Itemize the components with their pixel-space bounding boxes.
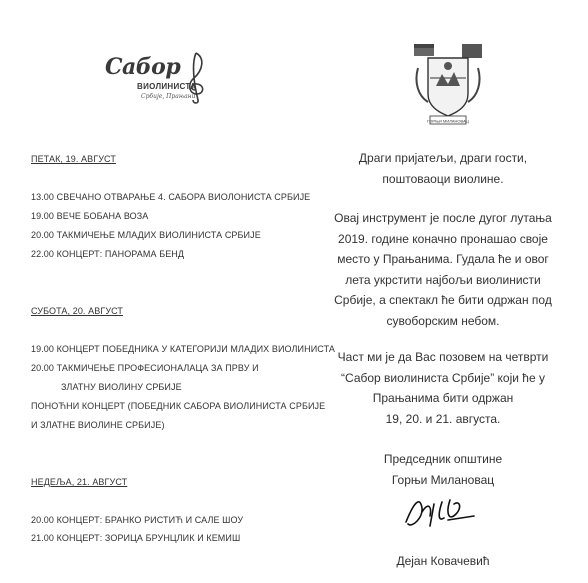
letter-line: Част ми је да Вас позовем на четврти	[337, 350, 549, 364]
signatory-name: Дејан Ковачевић	[396, 554, 490, 568]
letter-line: Горњи Милановац	[391, 472, 495, 487]
schedule-item: 20.00 ТАКМИЧЕЊЕ МЛАДИХ ВИОЛИНИСТА СРБИЈЕ	[31, 230, 261, 240]
letter-line: 2019. године коначно пронашао своје	[338, 231, 548, 246]
letter-paragraph	[318, 347, 568, 429]
schedule-item: 19.00 КОНЦЕРТ ПОБЕДНИКА У КАТЕГОРИЈИ МЛАДИХ ВИОЛИНИСТА	[31, 344, 335, 354]
letter-line: поштоваоци виолине.	[382, 171, 504, 186]
letter-line: 19, 20. и 21. августа.	[385, 411, 501, 426]
coat-of-arms-icon	[408, 38, 488, 130]
schedule-item: 21.00 КОНЦЕРТ: ЗОРИЦА БРУНЦЛИК И КЕМИШ	[31, 533, 241, 543]
logo-place: Србије, Прањани	[141, 93, 196, 100]
schedule-item: 22.00 КОНЦЕРТ: ПАНОРАМА БЕНД	[31, 249, 185, 259]
letter-paragraph	[318, 208, 568, 331]
crest-banner-text: ГОРЊИ МИЛАНОВАЦ	[427, 118, 469, 124]
schedule-item: 20.00 КОНЦЕРТ: БРАНКО РИСТИЋ И САЛЕ ШОУ	[31, 515, 244, 525]
schedule-item: 13.00 СВЕЧАНО ОТВАРАЊЕ 4. САБОРА ВИОЛОНИСТА СРБИЈЕ	[31, 192, 311, 202]
letter-greeting	[318, 148, 568, 189]
schedule-item: ПОНОЋНИ КОНЦЕРТ (ПОБЕДНИК САБОРА ВИОЛИНИСТА СРБИЈЕ	[31, 401, 326, 411]
day-heading: НЕДЕЉА, 21. АВГУСТ	[31, 477, 128, 487]
schedule-item: И ЗЛАТНЕ ВИОЛИНЕ СРБИЈЕ)	[31, 420, 165, 430]
schedule-item: ЗЛАТНУ ВИОЛИНУ СРБИЈЕ	[61, 382, 182, 392]
logo-script: Сабор	[105, 54, 181, 80]
letter-line: Драги пријатељи, драги гости,	[358, 151, 528, 165]
letter-line: “Сабор виолиниста Србије” који ће у	[341, 370, 545, 385]
day-heading: ПЕТАК, 19. АВГУСТ	[31, 154, 116, 164]
letter-line: Србије, а спектакл ће бити одржан под	[334, 293, 552, 307]
schedule-item: 20.00 ТАКМИЧЕЊЕ ПРОФЕСИОНАЛАЦА ЗА ПРВУ И	[31, 363, 259, 373]
letter-line: Овај инструмент је после дугог лутања	[334, 211, 552, 225]
letter-line: лета укрстити најбољи виолинисти	[345, 272, 541, 287]
signatory-title	[318, 449, 568, 490]
letter-line: Председник општине	[383, 452, 503, 466]
signature-icon	[400, 492, 482, 534]
logo-word: ВИОЛИНИСТА	[137, 82, 197, 91]
festival-logo	[97, 50, 217, 122]
day-heading: СУБОТА, 20. АВГУСТ	[31, 306, 124, 316]
schedule-item: 19.00 ВЕЧЕ БОБАНА ВОЗА	[31, 211, 149, 221]
letter-line: Прањанима бити одржан	[372, 391, 514, 405]
letter-line: сувоборским небом.	[386, 313, 500, 328]
letter-line: место у Прањанима. Гудала ће и овог	[337, 252, 549, 266]
